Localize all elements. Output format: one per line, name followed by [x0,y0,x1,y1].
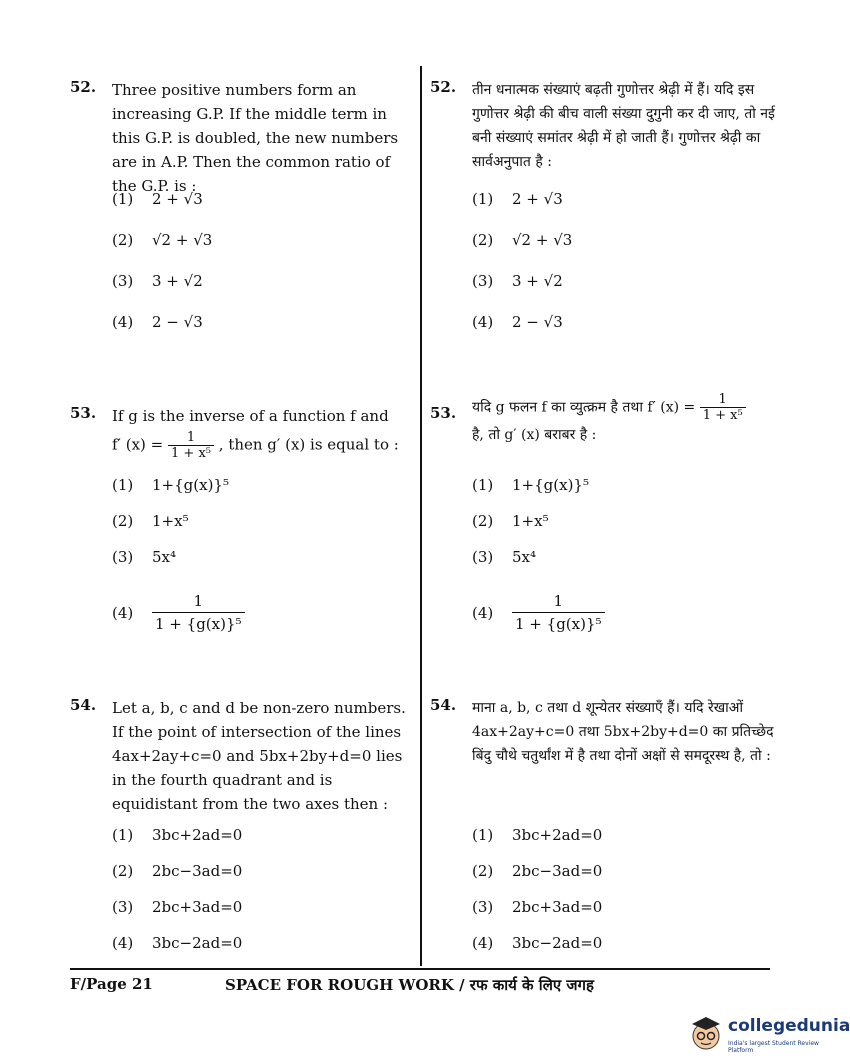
question-number: 54. [70,696,97,714]
logo-tagline: India's largest Student Review Platform [728,1040,819,1054]
question-text: Three positive numbers form an increasing G.P. If the middle term in this G.P. is doubled, the new numbers are in A.P. Then the common ratio of the G.P. is : [112,81,399,195]
option-2: (2) 2bc−3ad=0 [112,862,243,880]
footer-rule [70,968,770,970]
option-3: (3) 5x⁴ [112,548,177,566]
question-number: 52. [430,78,457,96]
option-3: (3) 5x⁴ [472,548,537,566]
option-4: (4) 2 − √3 [472,313,563,331]
option-1: (1) 2 + √3 [472,190,563,208]
option-1: (1) 1+{g(x)}⁵ [472,476,589,494]
collegedunia-logo [688,1012,850,1057]
option-3: (3) 2bc+3ad=0 [472,898,603,916]
option-1: (1) 2 + √3 [112,190,203,208]
option-3: (3) 3 + √2 [112,272,203,290]
question-number: 52. [70,78,97,96]
logo-name: collegedunia [728,1016,850,1036]
rough-work-label: SPACE FOR ROUGH WORK / रफ कार्य के लिए जगह [225,976,594,994]
option-1: (1) 3bc+2ad=0 [112,826,243,844]
question-number: 54. [430,696,457,714]
question-number: 53. [70,404,97,422]
option-2: (2) √2 + √3 [472,231,573,249]
page-number: F/Page 21 [70,975,153,993]
question-text: यदि g फलन f का व्युत्क्रम है तथा f′ (x) = $\frac{1}{\text{1 + x⁵}}$ है, तो g′ (x) बराबर है : [472,392,792,447]
mascot-icon [688,1012,724,1054]
option-4: (4) 2 − √3 [112,313,203,331]
column-divider [420,66,422,966]
option-2: (2) 2bc−3ad=0 [472,862,603,880]
option-2: (2) 1+x⁵ [112,512,189,530]
option-4: (4) $\frac{1}{\text{1 + \{g(x)\}⁵}}$ [472,590,605,635]
option-2: (2) 1+x⁵ [472,512,549,530]
option-3: (3) 3 + √2 [472,272,563,290]
question-text: माना a, b, c तथा d शून्येतर संख्याएँ हैं। यदि रेखाओं 4ax+2ay+c=0 तथा 5bx+2by+d=0 का प्रतिच्छेद बिंदु चौथे चतुर्थांश में है तथा दोनों अक्षों से समदूरस्थ है, तो : [472,700,774,764]
page-footer [70,975,770,993]
option-1: (1) 3bc+2ad=0 [472,826,603,844]
question-text: If g is the inverse of a function f and f′ (x) = $\frac{1}{\text{1 + x⁵}}$ , then g′ (x) is equal to : [112,407,399,461]
option-4: (4) 3bc−2ad=0 [112,934,243,952]
option-4: (4) 3bc−2ad=0 [472,934,603,952]
option-4: (4) $\frac{1}{\text{1 + \{g(x)\}⁵}}$ [112,590,245,635]
question-number: 53. [430,404,457,422]
question-text: Let a, b, c and d be non-zero numbers. If the point of intersection of the lines 4ax+2ay+c=0 and 5bx+2by+d=0 lies in the fourth quadrant and is equidistant from the two axes then : [112,699,406,813]
option-1: (1) 1+{g(x)}⁵ [112,476,229,494]
question-text: तीन धनात्मक संख्याएं बढ़ती गुणोत्तर श्रेढ़ी में हैं। यदि इस गुणोत्तर श्रेढ़ी की बीच वाली संख्या दुगुनी कर दी जाए, तो नई बनी संख्याएं समांतर श्रेढ़ी में हो जाती हैं। गुणोत्तर श्रेढ़ी का सार्वअनुपात है : [472,82,775,170]
option-3: (3) 2bc+3ad=0 [112,898,243,916]
option-2: (2) √2 + √3 [112,231,213,249]
